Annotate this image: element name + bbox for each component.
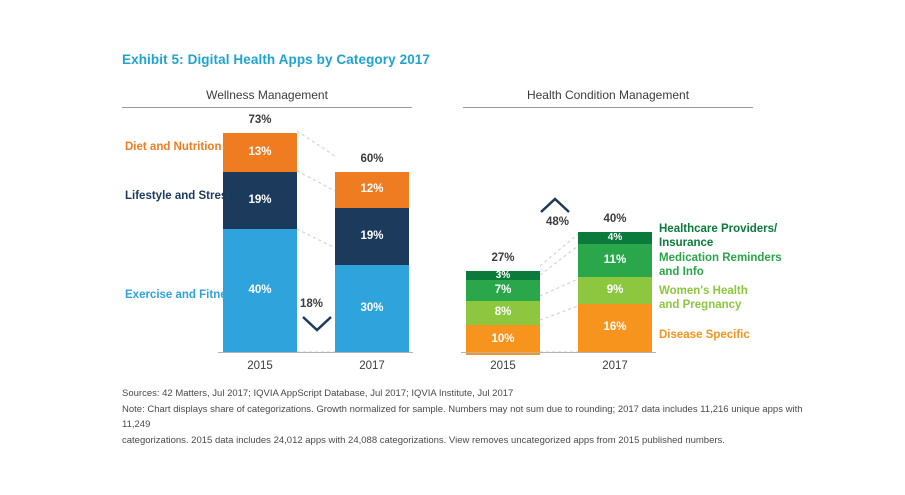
footnotes — [122, 386, 822, 449]
segment-label: 40% — [248, 283, 272, 296]
legend-line-1: Medication Reminders — [659, 252, 782, 264]
axis-label-condition-2017: 2017 — [602, 360, 628, 372]
bar-total-wellness-2015: 73% — [248, 114, 272, 126]
segment-diet-nutrition-2015[interactable] — [223, 133, 297, 172]
panel-rule-condition — [463, 107, 753, 108]
bar-total-wellness-2017: 60% — [360, 153, 384, 165]
chevron-down-icon — [300, 314, 334, 334]
segment-lifestyle-stress-2017[interactable] — [335, 208, 409, 265]
legend-label-lifestyle-stress: Lifestyle and Stress — [125, 190, 234, 202]
bar-wellness-2015[interactable] — [223, 133, 297, 352]
legend-label-diet-nutrition: Diet and Nutrition — [125, 141, 222, 153]
bar-wellness-2017[interactable] — [335, 172, 409, 352]
panel-rule-wellness — [122, 107, 412, 108]
segment-disease-specific-2015[interactable] — [466, 325, 540, 355]
segment-label: 12% — [360, 183, 384, 196]
segment-label: 10% — [491, 333, 515, 346]
legend-line-2: and Info — [659, 266, 704, 279]
legend-line-2: Insurance — [659, 237, 714, 250]
baseline-condition — [461, 352, 656, 353]
bar-total-condition-2017: 40% — [603, 213, 627, 225]
legend-label-exercise-fitness: Exercise and Fitness — [125, 289, 240, 301]
legend-line-1: Healthcare Providers/ — [659, 223, 778, 235]
panel-header-wellness: Wellness Management — [206, 88, 328, 102]
segment-lifestyle-stress-2015[interactable] — [223, 172, 297, 229]
segment-label: 16% — [603, 321, 627, 334]
segment-label: 8% — [494, 306, 512, 319]
bar-condition-2015[interactable] — [466, 271, 540, 355]
growth-label-condition: 48% — [546, 216, 570, 228]
legend-label-disease-specific — [659, 328, 750, 342]
segment-disease-specific-2017[interactable] — [578, 304, 652, 352]
segment-label: 13% — [248, 145, 272, 158]
segment-medication-reminders-2015[interactable] — [466, 280, 540, 301]
segment-healthcare-providers-2017[interactable] — [578, 232, 652, 244]
segment-label: 7% — [494, 283, 512, 296]
segment-label: 19% — [248, 193, 272, 206]
footnote-sources: Sources: 42 Matters, Jul 2017; IQVIA AppScript Database, Jul 2017; IQVIA Institute, Jul 2017 — [122, 388, 514, 399]
bar-condition-2017[interactable] — [578, 232, 652, 352]
axis-label-wellness-2017: 2017 — [359, 360, 385, 372]
segment-label: 19% — [360, 229, 384, 242]
bar-total-condition-2015: 27% — [491, 252, 515, 264]
page-title: Exhibit 5: Digital Health Apps by Category 2017 — [122, 52, 431, 67]
baseline-wellness — [218, 352, 413, 353]
segment-womens-health-2015[interactable] — [466, 301, 540, 325]
segment-diet-nutrition-2017[interactable] — [335, 172, 409, 208]
legend-line-2: and Pregnancy — [659, 299, 742, 312]
legend-line-1: Women's Health — [659, 285, 748, 297]
legend-label-womens-health — [659, 284, 748, 313]
segment-label: 4% — [607, 232, 623, 243]
growth-label-wellness: 18% — [300, 298, 324, 310]
panel-header-condition: Health Condition Management — [526, 88, 690, 102]
segment-healthcare-providers-2015[interactable] — [466, 271, 540, 280]
legend-label-medication-reminders — [659, 251, 782, 280]
axis-label-wellness-2015: 2015 — [247, 360, 273, 372]
segment-label: 9% — [606, 283, 624, 296]
segment-womens-health-2017[interactable] — [578, 277, 652, 304]
segment-exercise-fitness-2017[interactable] — [335, 265, 409, 352]
segment-label: 11% — [603, 253, 627, 266]
segment-label: 30% — [360, 301, 384, 314]
footnote-note-1: Note: Chart displays share of categorizations. Growth normalized for sample. Numbers may not sum due to rounding; 2017 data includes 11,216 unique apps with 11,249 — [122, 403, 806, 431]
axis-label-condition-2015: 2015 — [490, 360, 516, 372]
legend-line-1: Disease Specific — [659, 329, 750, 341]
legend-label-healthcare-providers — [659, 222, 777, 251]
chevron-up-icon — [538, 196, 572, 216]
segment-medication-reminders-2017[interactable] — [578, 244, 652, 277]
segment-label: 3% — [495, 269, 511, 281]
footnote-note-2: categorizations. 2015 data includes 24,012 apps with 24,088 categorizations. View removes uncategorized apps from 2015 published numbers. — [122, 435, 725, 447]
